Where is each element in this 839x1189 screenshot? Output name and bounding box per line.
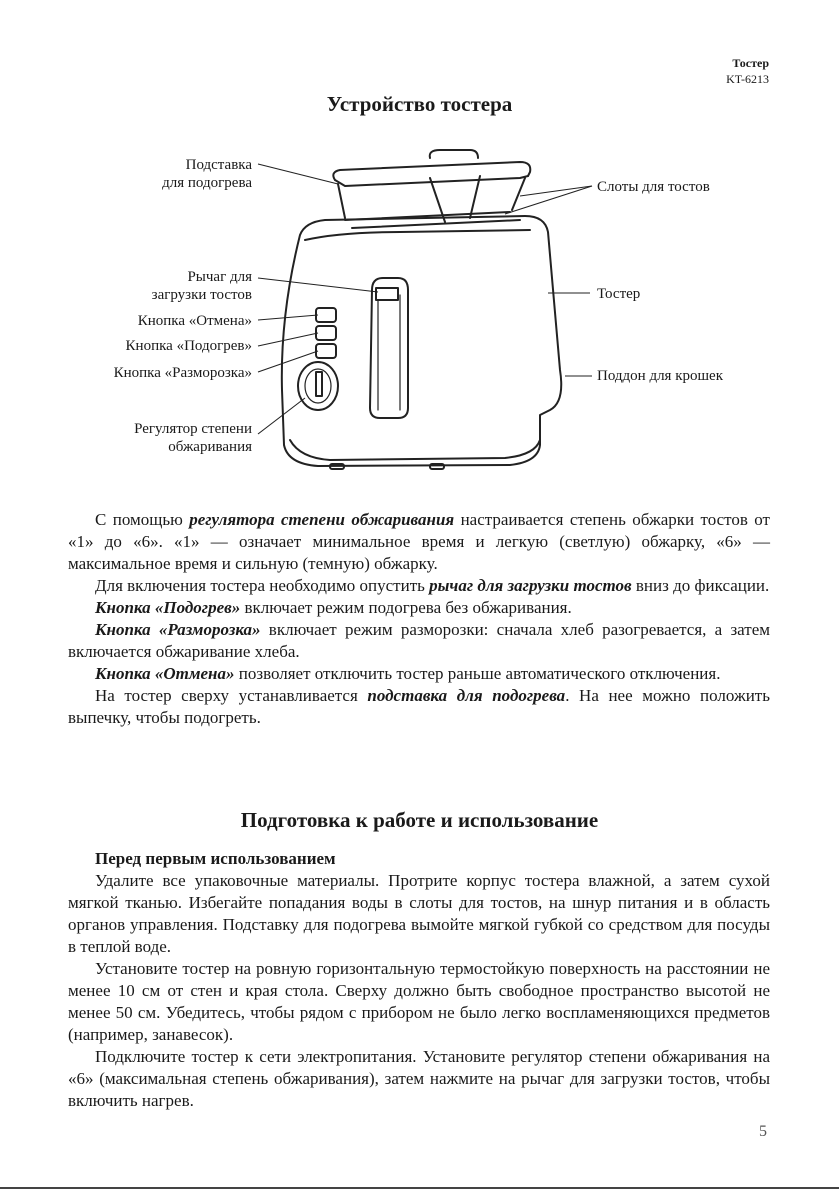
paragraph-placement: Установите тостер на ровную горизонтальную термостойкую поверхность на расстоянии не менее 10 см от стен и края стола. Сверху должно быть свободное пространство высотой не менее 50 см. Убедитесь, чтобы рядом с прибором не было легко воспламеняющихся предметов (например, занавесок). <box>68 959 770 1044</box>
preparation-text <box>68 848 770 1112</box>
toast-slot-2 <box>352 220 520 228</box>
label-cancel-button: Кнопка «Отмена» <box>137 313 252 329</box>
lever <box>376 288 398 300</box>
section-title-preparation: Подготовка к работе и использование <box>240 808 599 832</box>
section-title-device: Устройство тостера <box>326 92 513 116</box>
reheat-button-shape <box>316 326 336 340</box>
paragraph-warming-rack: На тостер сверху устанавливается подставка для подогрева. На нее можно положить выпечку, чтобы подогреть. <box>68 686 770 727</box>
header-product: Тостер <box>732 56 769 70</box>
paragraph-first-heating: Подключите тостер к сети электропитания. Установите регулятор степени обжаривания на «6» (максимальная степень обжаривания), затем нажмите на рычаг для загрузки тостов, чтобы включить нагрев. <box>68 1047 770 1110</box>
paragraph-lever: Для включения тостера необходимо опустить рычаг для загрузки тостов вниз до фиксации. <box>95 576 770 595</box>
label-reheat-button: Кнопка «Подогрев» <box>125 338 252 354</box>
paragraph-browning: С помощью регулятора степени обжаривания настраивается степень обжарки тостов от «1» до «6». «1» — означает минимальное время и легкую (светлую) обжарку, «6» — максимальное время и сильную (темную) обжарку. <box>68 510 770 573</box>
crumb-tray <box>290 440 540 460</box>
page-number: 5 <box>759 1123 767 1140</box>
toaster-diagram <box>0 140 839 480</box>
paragraph-cancel: Кнопка «Отмена» позволяет отключить тостер раньше автоматического отключения. <box>95 664 721 683</box>
defrost-button-shape <box>316 344 336 358</box>
label-crumb-tray: Поддон для крошек <box>597 368 723 384</box>
paragraph-reheat: Кнопка «Подогрев» включает режим подогрева без обжаривания. <box>95 598 572 617</box>
header-model: KT-6213 <box>726 72 769 86</box>
label-browning-control: Регулятор степени обжаривания <box>134 421 252 455</box>
paragraph-defrost: Кнопка «Разморозка» включает режим разморозки: сначала хлеб разогревается, а затем включается обжаривание хлеба. <box>68 620 771 661</box>
cancel-button-shape <box>316 308 336 322</box>
label-toast-slots: Слоты для тостов <box>597 179 710 195</box>
device-description <box>68 509 770 729</box>
label-lever: Рычаг для загрузки тостов <box>151 269 252 303</box>
label-toaster: Тостер <box>597 286 641 302</box>
label-defrost-button: Кнопка «Разморозка» <box>113 365 252 381</box>
label-warming-rack: Подставка для подогрева <box>162 157 252 191</box>
warming-rack <box>333 162 530 180</box>
subtitle-first-use: Перед первым использованием <box>95 849 336 868</box>
paragraph-cleaning: Удалите все упаковочные материалы. Протрите корпус тостера влажной, а затем сухой мягкой тканью. Избегайте попадания воды в слоты для тостов, на шнур питания и в область органов управления. Подставку для подогрева вымойте мягкой губкой со средством для посуды в теплой воде. <box>68 871 770 956</box>
page-header <box>726 55 769 87</box>
